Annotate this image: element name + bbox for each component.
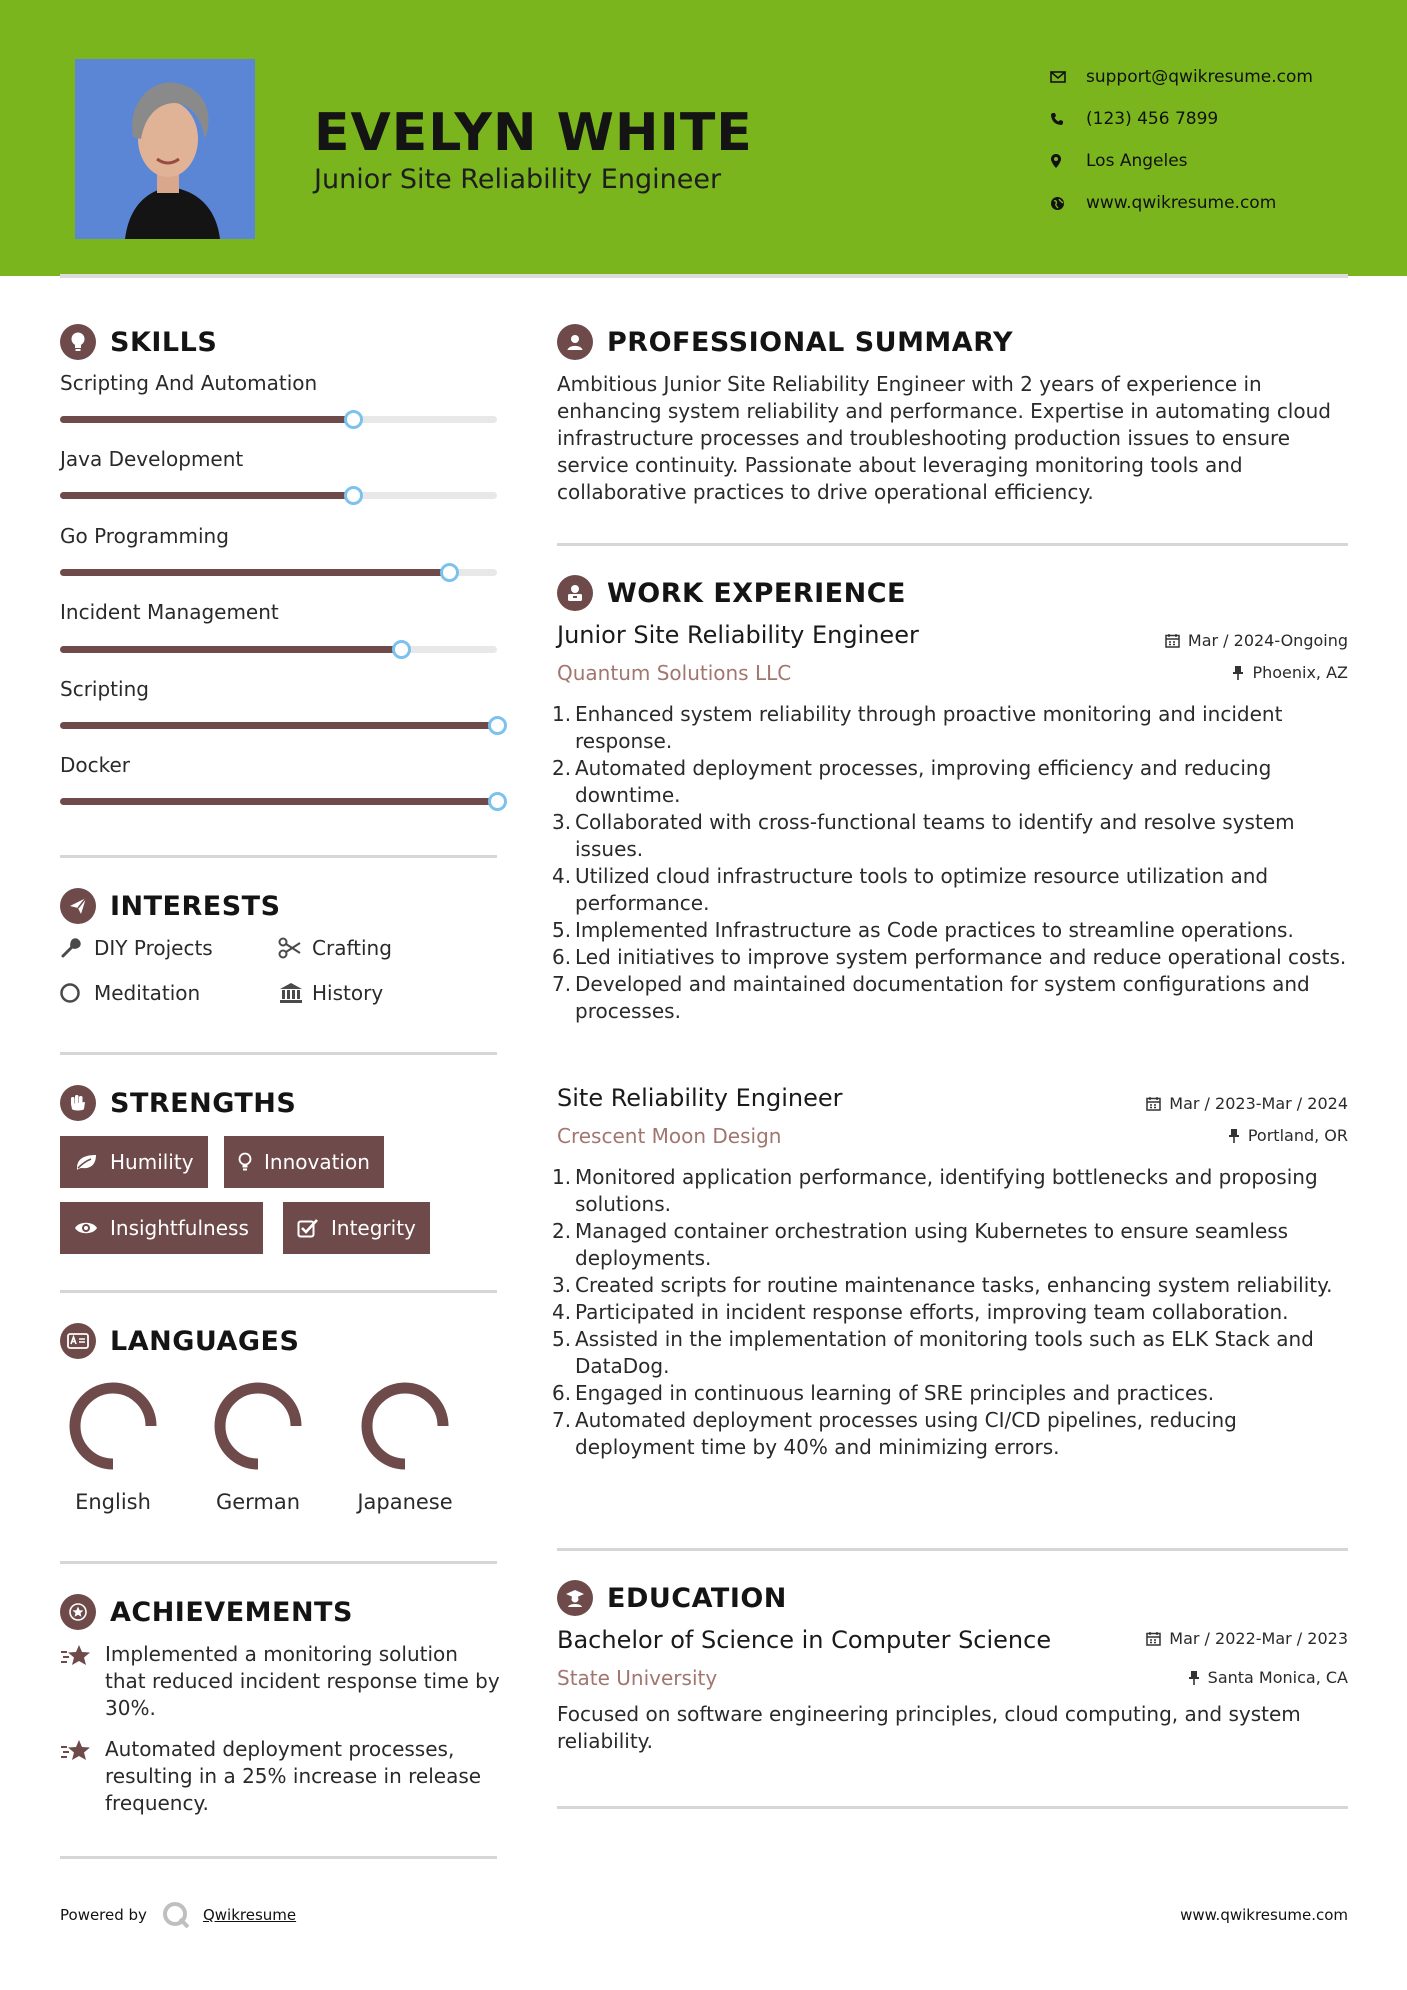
list-item xyxy=(552,809,1357,863)
profile-photo xyxy=(75,59,255,239)
language-label: German xyxy=(215,1490,301,1514)
list-item xyxy=(552,1407,1357,1461)
list-item-text: Enhanced system reliability through proactive monitoring and incident response. xyxy=(575,702,1283,753)
language-card-icon xyxy=(60,1323,96,1359)
education-location-text: Santa Monica, CA xyxy=(1207,1668,1348,1687)
job-company: Quantum Solutions LLC xyxy=(557,661,792,685)
calendar-icon xyxy=(1146,1631,1161,1646)
job-title: Junior Site Reliability Engineer xyxy=(557,621,919,649)
list-number: 1. xyxy=(552,1165,572,1189)
skill-bar-knob xyxy=(344,486,363,505)
list-number: 7. xyxy=(552,972,572,996)
list-item xyxy=(552,944,1357,971)
interest-item xyxy=(278,936,392,960)
job-dates xyxy=(1165,631,1348,650)
languages-title: LANGUAGES xyxy=(110,1325,300,1357)
interests-heading xyxy=(60,888,281,924)
star-icon xyxy=(60,1641,105,1722)
language-label: English xyxy=(75,1490,151,1514)
list-number: 3. xyxy=(552,810,572,834)
section-divider xyxy=(60,1561,497,1564)
section-divider xyxy=(60,1856,497,1859)
skill-label: Scripting And Automation xyxy=(60,371,318,395)
job-location xyxy=(1232,663,1348,682)
skill-bar-knob xyxy=(440,563,459,582)
interest-label: Meditation xyxy=(94,981,201,1005)
achievement-text: Automated deployment processes, resulting in a 25% increase in release frequency. xyxy=(105,1737,482,1815)
list-number: 6. xyxy=(552,945,572,969)
list-item-text: Created scripts for routine maintenance tasks, enhancing system reliability. xyxy=(575,1273,1333,1297)
list-number: 6. xyxy=(552,1381,572,1405)
skill-bar xyxy=(60,569,497,576)
skill-bar-knob xyxy=(392,640,411,659)
section-divider xyxy=(557,543,1348,546)
lightbulb-icon xyxy=(60,324,96,360)
map-pin-icon xyxy=(1050,153,1086,169)
list-number: 2. xyxy=(552,1219,572,1243)
strength-chip xyxy=(60,1202,263,1254)
pushpin-icon xyxy=(1232,665,1244,681)
achievement-item xyxy=(60,1736,500,1817)
contact-location-text: Los Angeles xyxy=(1086,151,1188,171)
education-heading xyxy=(557,1580,787,1616)
contact-website[interactable] xyxy=(1050,182,1380,224)
footer-url[interactable]: www.qwikresume.com xyxy=(1180,1906,1348,1924)
contact-location xyxy=(1050,140,1380,182)
interest-item xyxy=(278,981,383,1005)
list-item xyxy=(552,1272,1357,1299)
star-badge-icon xyxy=(60,1594,96,1630)
skill-bar xyxy=(60,492,497,499)
interest-label: DIY Projects xyxy=(94,936,213,960)
star-icon xyxy=(60,1736,105,1817)
job-location xyxy=(1228,1126,1348,1145)
list-number: 7. xyxy=(552,1408,572,1432)
interest-label: Crafting xyxy=(312,936,392,960)
job-dates xyxy=(1146,1094,1348,1113)
powered-by-text: Powered by xyxy=(60,1906,147,1924)
list-number: 4. xyxy=(552,1300,572,1324)
museum-icon xyxy=(278,982,312,1004)
summary-text: Ambitious Junior Site Reliability Engineer with 2 years of experience in enhancing system reliability and performance. Expertise in automating cloud infrastructure processes and troubleshooting production issues to ensure service continuity. Passionate about leveraging monitoring tools and collaborative practices to drive operational efficiency. xyxy=(557,372,1331,504)
section-divider xyxy=(557,1806,1348,1809)
circle-icon xyxy=(60,982,94,1004)
fist-icon xyxy=(60,1085,96,1121)
wrench-icon xyxy=(60,937,94,959)
list-item xyxy=(552,1380,1357,1407)
interest-label: History xyxy=(312,981,384,1005)
job-dates-text: Mar / 2024-Ongoing xyxy=(1187,631,1348,650)
skill-bar xyxy=(60,416,497,423)
list-item-text: Automated deployment processes using CI/CD pipelines, reducing deployment time by 40% and minimizing errors. xyxy=(575,1408,1237,1459)
language-ring xyxy=(355,1376,455,1476)
briefcase-user-icon xyxy=(557,575,593,611)
skill-bar xyxy=(60,798,497,805)
languages-heading xyxy=(60,1323,299,1359)
list-item xyxy=(552,917,1357,944)
pushpin-icon xyxy=(1188,1670,1200,1686)
eye-icon xyxy=(74,1220,98,1236)
candidate-name: EVELYN WHITE xyxy=(314,103,753,163)
skills-title: SKILLS xyxy=(110,326,218,358)
summary-title: PROFESSIONAL SUMMARY xyxy=(607,326,1014,358)
achievement-item xyxy=(60,1641,500,1722)
list-item xyxy=(552,701,1357,755)
strength-chip xyxy=(283,1202,430,1254)
scissors-icon xyxy=(278,937,312,959)
education-text: Focused on software engineering principles, cloud computing, and system reliability. xyxy=(557,1702,1301,1753)
contact-email[interactable] xyxy=(1050,56,1380,98)
qwikresume-link[interactable]: Qwikresume xyxy=(202,1906,297,1924)
job-location-text: Phoenix, AZ xyxy=(1252,663,1348,682)
skill-bar-fill xyxy=(60,722,497,729)
language-item xyxy=(53,1376,173,1514)
job-bullets xyxy=(552,1164,1357,1461)
list-number: 1. xyxy=(552,702,572,726)
job-bullets xyxy=(552,701,1357,1025)
education-location xyxy=(1188,1668,1348,1687)
strength-chip xyxy=(224,1136,384,1188)
achievements-heading xyxy=(60,1594,353,1630)
job-company: Crescent Moon Design xyxy=(557,1124,782,1148)
list-number: 2. xyxy=(552,756,572,780)
globe-icon xyxy=(1050,196,1086,211)
list-item xyxy=(552,1299,1357,1326)
contact-email-text: support@qwikresume.com xyxy=(1086,67,1313,87)
skill-bar-fill xyxy=(60,569,449,576)
list-item-text: Managed container orchestration using Kubernetes to ensure seamless deployments. xyxy=(575,1219,1289,1270)
skill-bar xyxy=(60,722,497,729)
envelope-icon xyxy=(1050,71,1086,83)
job-location-text: Portland, OR xyxy=(1247,1126,1348,1145)
list-item-text: Automated deployment processes, improving efficiency and reducing downtime. xyxy=(575,756,1272,807)
list-item-text: Participated in incident response efforts, improving team collaboration. xyxy=(575,1300,1289,1324)
list-item xyxy=(552,755,1357,809)
skill-label: Go Programming xyxy=(60,524,229,548)
pushpin-icon xyxy=(1228,1128,1240,1144)
language-item xyxy=(198,1376,318,1514)
skills-heading xyxy=(60,324,217,360)
list-item-text: Utilized cloud infrastructure tools to optimize resource utilization and performance. xyxy=(575,864,1269,915)
lightbulb-icon xyxy=(238,1152,252,1172)
strength-label: Humility xyxy=(110,1150,194,1174)
header-banner xyxy=(0,0,1407,276)
summary-heading xyxy=(557,324,1013,360)
user-icon xyxy=(557,324,593,360)
achievements-title: ACHIEVEMENTS xyxy=(110,1596,353,1628)
list-item-text: Implemented Infrastructure as Code practices to streamline operations. xyxy=(575,918,1294,942)
skill-bar-fill xyxy=(60,646,401,653)
interest-item xyxy=(60,981,200,1005)
list-item xyxy=(552,1164,1357,1218)
language-label: Japanese xyxy=(357,1490,453,1514)
candidate-role: Junior Site Reliability Engineer xyxy=(314,164,722,195)
language-item xyxy=(345,1376,465,1514)
education-dates-text: Mar / 2022-Mar / 2023 xyxy=(1169,1629,1348,1648)
language-ring-arc xyxy=(75,1388,151,1464)
list-item xyxy=(552,971,1357,1025)
education-degree: Bachelor of Science in Computer Science xyxy=(557,1626,1052,1654)
skill-label: Scripting xyxy=(60,677,149,701)
calendar-icon xyxy=(1165,633,1180,648)
footer-powered-by xyxy=(60,1900,296,1930)
header-divider xyxy=(60,274,1348,278)
skill-bar-fill xyxy=(60,798,497,805)
contact-phone[interactable] xyxy=(1050,98,1380,140)
list-item-text: Developed and maintained documentation for system configurations and processes. xyxy=(575,972,1310,1023)
language-ring-arc xyxy=(367,1388,443,1464)
strengths-title: STRENGTHS xyxy=(110,1087,297,1119)
skill-bar-fill xyxy=(60,492,353,499)
calendar-icon xyxy=(1146,1096,1161,1111)
strength-chip xyxy=(60,1136,208,1188)
contact-list xyxy=(1050,56,1380,224)
list-item xyxy=(552,1326,1357,1380)
list-item-text: Led initiatives to improve system performance and reduce operational costs. xyxy=(575,945,1347,969)
list-item xyxy=(552,863,1357,917)
strength-label: Integrity xyxy=(331,1216,416,1240)
skill-bar-knob xyxy=(344,410,363,429)
achievement-text: Implemented a monitoring solution that reduced incident response time by 30%. xyxy=(105,1642,500,1720)
skill-label: Incident Management xyxy=(60,600,279,624)
job-dates-text: Mar / 2023-Mar / 2024 xyxy=(1169,1094,1348,1113)
language-ring xyxy=(208,1376,308,1476)
interest-item xyxy=(60,936,213,960)
list-number: 5. xyxy=(552,918,572,942)
skill-label: Docker xyxy=(60,753,131,777)
list-item xyxy=(552,1218,1357,1272)
leaf-icon xyxy=(74,1153,98,1171)
job-title: Site Reliability Engineer xyxy=(557,1084,843,1112)
section-divider xyxy=(557,1548,1348,1551)
experience-heading xyxy=(557,575,906,611)
education-title: EDUCATION xyxy=(607,1582,787,1614)
strengths-heading xyxy=(60,1085,296,1121)
skill-bar xyxy=(60,646,497,653)
section-divider xyxy=(60,1052,497,1055)
language-ring-arc xyxy=(220,1388,296,1464)
checkbox-icon xyxy=(297,1218,319,1238)
contact-website-text: www.qwikresume.com xyxy=(1086,193,1277,213)
list-item-text: Engaged in continuous learning of SRE principles and practices. xyxy=(575,1381,1215,1405)
paper-plane-icon xyxy=(60,888,96,924)
qwikresume-logo-icon xyxy=(161,1900,191,1930)
phone-icon xyxy=(1050,112,1086,126)
experience-title: WORK EXPERIENCE xyxy=(607,577,906,609)
list-number: 4. xyxy=(552,864,572,888)
list-number: 3. xyxy=(552,1273,572,1297)
list-item-text: Assisted in the implementation of monitoring tools such as ELK Stack and DataDog. xyxy=(575,1327,1314,1378)
skill-bar-fill xyxy=(60,416,353,423)
skill-bar-knob xyxy=(488,716,507,735)
list-item-text: Collaborated with cross-functional teams to identify and resolve system issues. xyxy=(575,810,1295,861)
skill-label: Java Development xyxy=(60,447,244,471)
list-number: 5. xyxy=(552,1327,572,1351)
strength-label: Insightfulness xyxy=(110,1216,249,1240)
section-divider xyxy=(60,855,497,858)
contact-phone-text: (123) 456 7899 xyxy=(1086,109,1219,129)
list-item-text: Monitored application performance, identifying bottlenecks and proposing solutions. xyxy=(575,1165,1318,1216)
strength-label: Innovation xyxy=(264,1150,370,1174)
education-school: State University xyxy=(557,1666,718,1690)
interests-title: INTERESTS xyxy=(110,890,281,922)
skill-bar-knob xyxy=(488,792,507,811)
language-ring xyxy=(63,1376,163,1476)
education-dates xyxy=(1146,1629,1348,1648)
section-divider xyxy=(60,1290,497,1293)
graduate-icon xyxy=(557,1580,593,1616)
